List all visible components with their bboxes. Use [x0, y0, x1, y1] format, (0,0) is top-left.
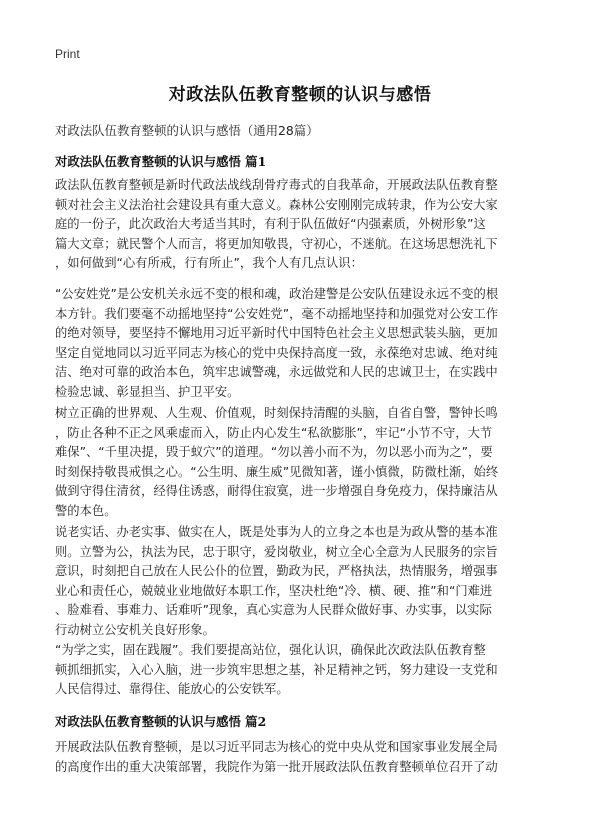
text-line: 警的本色。	[55, 503, 117, 518]
text-line: 说老实话、办老实事、做实在人，既是处事为人的立身之本也是为政从警的基本准	[55, 525, 498, 539]
document-subtitle: 对政法队伍教育整顿的认识与感悟（通用28篇）	[55, 123, 319, 138]
paragraph	[55, 404, 547, 522]
text-line: 时刻保持敬畏戒惧之心。“公生明、廉生威”见微知著，谨小慎微，防微杜渐，始终	[55, 464, 499, 479]
text-line: “为学之实，固在践履”。我们要提高站位，强化认识，确保此次政法队伍教育整	[55, 643, 486, 657]
paragraph	[55, 738, 547, 777]
text-line: “公安姓党”是公安机关永远不变的根和魂，政治建警是公安队伍建设永远不变的根	[55, 287, 499, 301]
paragraph	[55, 285, 547, 403]
text-line: 、脸难看、事难力、话难听”现象，真心实意为人民群众做好事、办实事，以实际	[55, 603, 492, 618]
text-line: 坚定自觉地同以习近平同志为核心的党中央保持高度一致，永葆绝对忠诚、绝对纯	[55, 345, 498, 360]
paragraph	[55, 176, 547, 274]
text-line: 的高度作出的重大决策部署，我院作为第一批开展政法队伍教育整顿单位召开了动	[55, 759, 498, 774]
text-line: ，如何做到“心有所戒，行有所止”，我个人有几点认识：	[55, 256, 363, 271]
text-line: ，防止各种不正之风乘虚而入，防止内心发生“私欲膨胀”，牢记“小节不守，大节	[55, 425, 493, 440]
page-title: 对政法队伍教育整顿的认识与感悟	[168, 85, 432, 105]
paragraph	[55, 641, 547, 700]
text-line: 顿对社会主义法治社会建设具有重大意义。森林公安刚刚完成转隶，作为公安大家	[55, 197, 498, 212]
text-line: 行动树立公安机关良好形象。	[55, 622, 215, 637]
text-line: 人民信得过、靠得住、能放心的公安铁军。	[55, 682, 289, 697]
text-line: 意识，时刻把自己放在人民公仆的位置，勤政为民，严格执法，热情服务，增强事	[55, 564, 498, 579]
section-heading-2: 对政法队伍教育整顿的认识与感悟 篇2	[55, 714, 267, 729]
text-line: 检验忠诚、彰显担当、护卫平安。	[55, 384, 240, 399]
text-line: 业心和责任心，兢兢业业地做好本职工作，坚决杜绝“冷、横、硬、推”和“门难进	[55, 583, 493, 598]
text-line: 难保”、“千里决提，毁于蚁穴”的道理。“勿以善小而不为，勿以恶小而为之”，要	[55, 445, 493, 460]
text-line: 篇大文章；就民警个人而言，将更加知敬畏，守初心，不迷航。在这场思想洗礼下	[55, 236, 498, 251]
text-line: 则。立警为公，执法为民，忠于职守，爱岗敬业，树立全心全意为人民服务的宗旨	[55, 544, 498, 559]
text-line: 顿抓细抓实，入心入脑，进一步筑牢思想之基，补足精神之钙，努力建设一支党和	[55, 662, 498, 677]
text-line: 庭的一份子，此次政治大考适当其时，有利于队伍做好“内强素质，外树形象”这	[55, 217, 486, 232]
text-line: 做到守得住清贫，经得住诱惑，耐得住寂寞，进一步增强自身免疫力，保持廉洁从	[55, 484, 498, 499]
section-heading-1: 对政法队伍教育整顿的认识与感悟 篇1	[55, 154, 267, 169]
text-line: 开展政法队伍教育整顿，是以习近平同志为核心的党中央从党和国家事业发展全局	[55, 740, 498, 754]
text-line: 的绝对领导，要坚持不懈地用习近平新时代中国特色社会主义思想武装头脑，更加	[55, 326, 498, 341]
text-line: 本方针。我们要毫不动摇地坚持“公安姓党”，毫不动摇地坚持和加强党对公安工作	[55, 306, 499, 321]
text-line: 洁、绝对可靠的政治本色，筑牢忠诚警魂，永远做党和人民的忠诚卫士，在实践中	[55, 365, 498, 380]
text-line: 政法队伍教育整顿是新时代政法战线刮骨疗毒式的自我革命，开展政法队伍教育整	[55, 178, 498, 192]
text-line: 树立正确的世界观、人生观、价值观，时刻保持清醒的头脑，自省自警，警钟长鸣	[55, 406, 498, 420]
paragraph	[55, 523, 547, 641]
print-link[interactable]: Print	[55, 47, 80, 61]
